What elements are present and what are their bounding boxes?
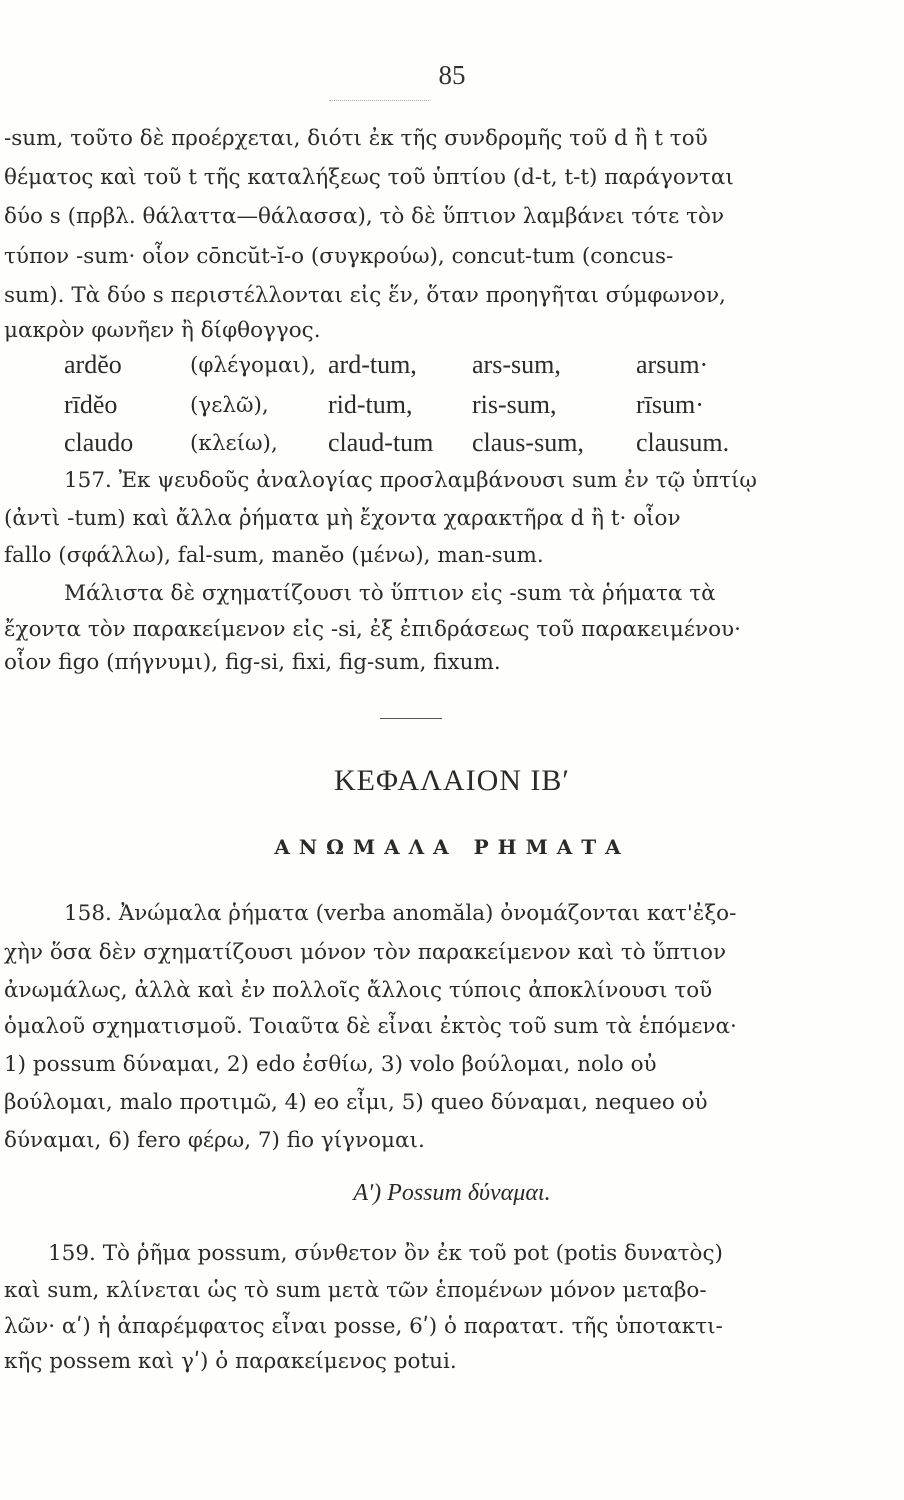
text-line: -sum, τοῦτο δὲ προέρχεται, διότι ἐκ τῆς συνδρομῆς τοῦ d ἢ t τοῦ xyxy=(4,126,708,151)
verb-form-b: claus-sum, xyxy=(472,428,584,457)
verb-meaning: (γελῶ), xyxy=(190,393,269,418)
verb-form-a: ard-tum, xyxy=(328,350,417,379)
verb-form-a: claud-tum xyxy=(328,428,434,457)
page-number: 85 xyxy=(438,60,466,90)
text-line: δύο s (πρβλ. θάλαττα—θάλασσα), τὸ δὲ ὕπτιον λαμβάνει τότε τὸν xyxy=(4,204,725,229)
text-line: 1) possum δύναμαι, 2) edo ἐσθίω, 3) volo βούλομαι, nolo οὐ xyxy=(4,1052,657,1077)
text-line: κῆς possem καὶ γʹ) ὁ παρακείμενος potui. xyxy=(4,1349,457,1374)
text-line: sum). Τὰ δύο s περιστέλλονται εἰς ἕν, ὅταν προηγῆται σύμφωνον, xyxy=(4,283,726,308)
verb-form-a: rid-tum, xyxy=(328,390,413,419)
verb-meaning: (φλέγομαι), xyxy=(190,353,317,378)
text-line: ἔχοντα τὸν παρακείμενον εἰς -si, ἐξ ἐπιδράσεως τοῦ παρακειμένου· xyxy=(4,617,741,642)
verb-present: claudo xyxy=(64,428,134,457)
text-line: ὁμαλοῦ σχηματισμοῦ. Τοιαῦτα δὲ εἶναι ἐκτὸς τοῦ sum τὰ ἑπόμενα· xyxy=(4,1014,737,1039)
text-line: οἷον figo (πήγνυμι), fig-si, fixi, fig-sum, fixum. xyxy=(4,650,501,675)
verb-table-row xyxy=(0,350,904,382)
verb-present: ardĕo xyxy=(64,350,122,379)
text-line: μακρὸν φωνῆεν ἢ δίφθογγος. xyxy=(4,318,321,343)
text-line: 159. Τὸ ῥῆμα possum, σύνθετον ὂν ἐκ τοῦ pot (potis δυνατὸς) xyxy=(48,1241,723,1266)
text-line: 158. Ἀνώμαλα ῥήματα (verba anomăla) ὀνομάζονται κατ'ἐξο- xyxy=(64,901,737,926)
verb-meaning: (κλείω), xyxy=(190,431,278,456)
verb-supine: arsum· xyxy=(636,350,709,379)
section-heading: Αʹ) Possum δύναμαι. xyxy=(353,1180,551,1206)
verb-supine: rīsum· xyxy=(636,390,704,419)
verb-form-b: ars-sum, xyxy=(472,350,561,379)
text-line: λῶν· αʹ) ἡ ἀπαρέμφατος εἶναι posse, 6ʹ) ὁ παρατατ. τῆς ὑποτακτι- xyxy=(4,1314,723,1339)
text-line: (ἀντὶ -tum) καὶ ἄλλα ῥήματα μὴ ἔχοντα χαρακτῆρα d ἢ t· οἷον xyxy=(4,506,681,531)
text-line: βούλομαι, malo προτιμῶ, 4) eo εἶμι, 5) queo δύναμαι, nequeo οὐ xyxy=(4,1090,708,1115)
text-line: ἀνωμάλως, ἀλλὰ καὶ ἐν πολλοῖς ἄλλοις τύποις ἀποκλίνουσι τοῦ xyxy=(4,978,713,1003)
text-line: τύπον -sum· οἷον cōncŭt-ĭ-o (συγκρούω), concut-tum (concus- xyxy=(4,244,674,269)
text-line: θέματος καὶ τοῦ t τῆς καταλήξεως τοῦ ὑπτίου (d-t, t-t) παράγονται xyxy=(4,165,734,190)
text-line: δύναμαι, 6) fero φέρω, 7) fio γίγνομαι. xyxy=(4,1128,425,1153)
chapter-title: ΚΕΦΑΛΑΙΟΝ ΙΒʹ xyxy=(334,764,570,797)
verb-table-row xyxy=(0,428,904,460)
chapter-subtitle: ΑΝΩΜΑΛΑ ΡΗΜΑΤΑ xyxy=(274,835,630,859)
verb-table-row xyxy=(0,390,904,422)
verb-supine: clausum. xyxy=(636,428,730,457)
verb-form-b: ris-sum, xyxy=(472,390,557,419)
text-line: χὴν ὅσα δὲν σχηματίζουσι μόνον τὸν παρακείμενον καὶ τὸ ὕπτιον xyxy=(4,940,727,965)
text-line: καὶ sum, κλίνεται ὡς τὸ sum μετὰ τῶν ἑπομένων μόνον μεταβο- xyxy=(4,1278,707,1303)
verb-present: rīdĕo xyxy=(64,390,118,419)
text-line: 157. Ἐκ ψευδοῦς ἀναλογίας προσλαμβάνουσι sum ἐν τῷ ὑπτίῳ xyxy=(64,468,757,493)
text-line: fallo (σφάλλω), fal-sum, manĕo (μένω), man-sum. xyxy=(4,543,544,568)
text-line: Μάλιστα δὲ σχηματίζουσι τὸ ὕπτιον εἰς -sum τὰ ῥήματα τὰ xyxy=(64,581,716,606)
page-number-rule xyxy=(329,100,429,101)
section-divider xyxy=(380,718,442,719)
